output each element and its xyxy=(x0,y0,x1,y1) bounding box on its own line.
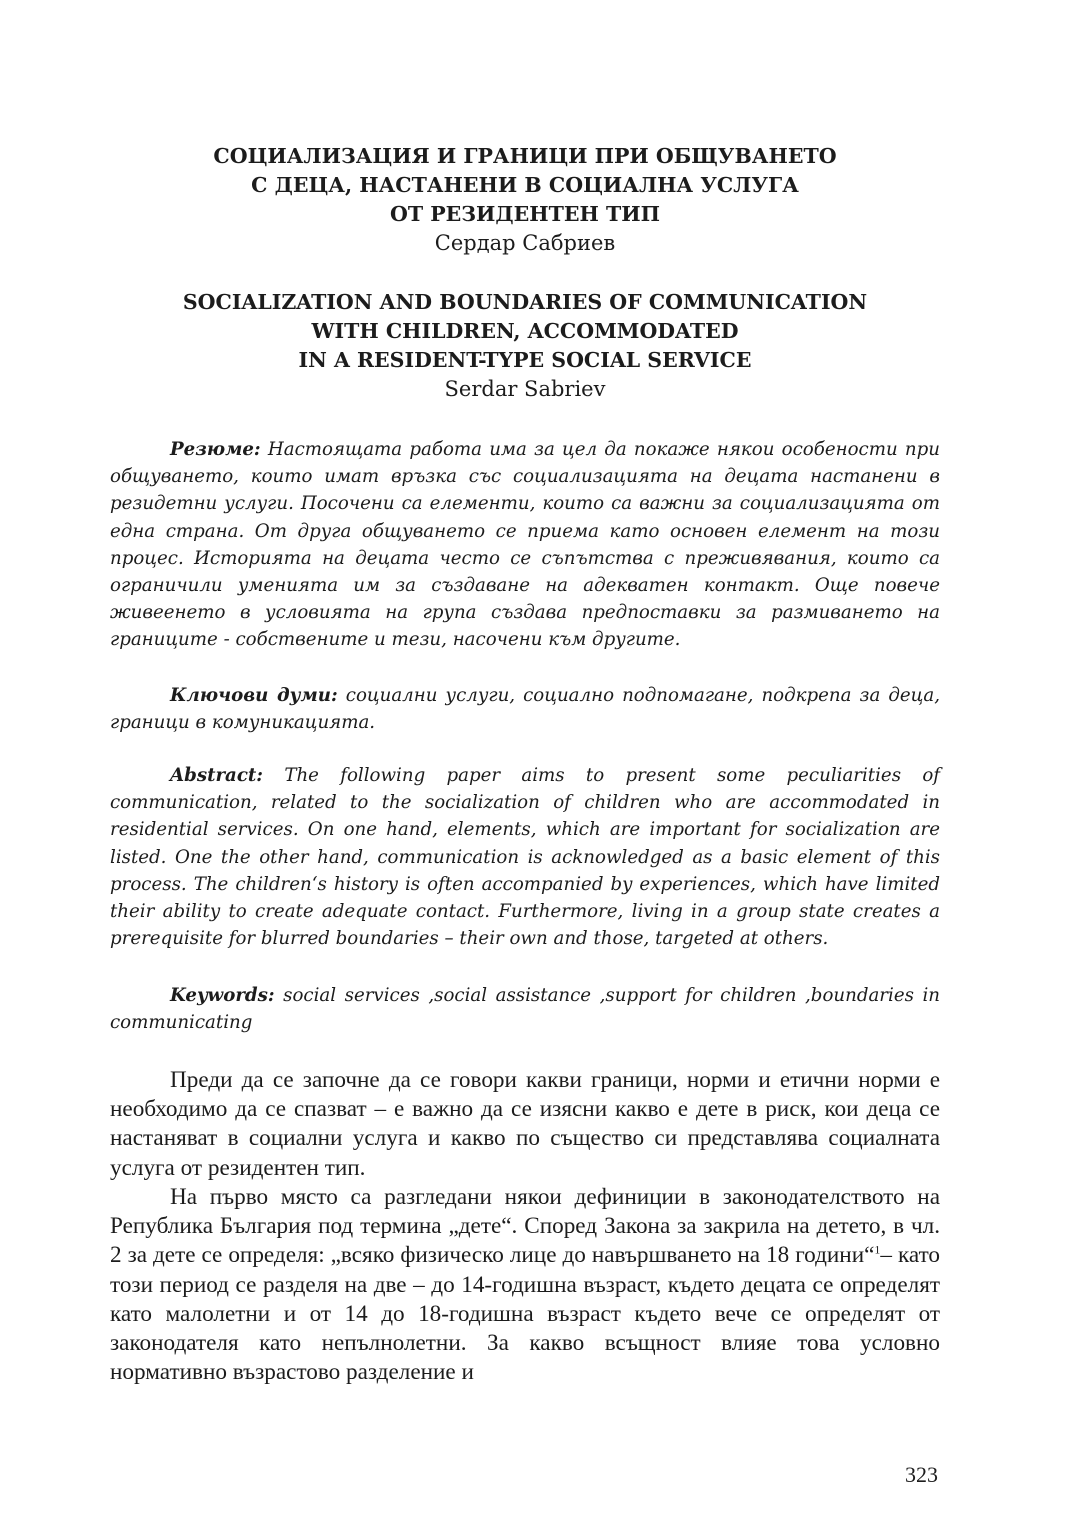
abstract-label: Abstract: xyxy=(170,765,264,786)
title-block-english xyxy=(110,288,940,404)
author-name: Сердар Сабриев xyxy=(434,231,616,255)
body-paragraph xyxy=(110,1066,940,1183)
title-line: СОЦИАЛИЗАЦИЯ И ГРАНИЦИ ПРИ ОБЩУВАНЕТО xyxy=(213,144,837,168)
keywords-text: social services ,social assistance ,support for children ,boundaries in communicating xyxy=(110,985,940,1034)
title-line: С ДЕЦА, НАСТАНЕНИ В СОЦИАЛНА УСЛУГА xyxy=(251,173,799,197)
keywords-label: Ключови думи: xyxy=(170,685,338,706)
title-line: ОТ РЕЗИДЕНТЕН ТИП xyxy=(389,202,661,226)
abstract-english xyxy=(110,762,940,952)
keywords-english xyxy=(110,982,940,1036)
keywords-bulgarian xyxy=(110,682,940,736)
footnote-marker[interactable]: 1 xyxy=(874,1242,881,1257)
title-line: IN A RESIDENT-TYPE SOCIAL SERVICE xyxy=(298,348,752,372)
abstract-bulgarian xyxy=(110,436,940,654)
keywords-label: Keywords: xyxy=(170,985,275,1006)
author-name: Serdar Sabriev xyxy=(444,377,606,401)
abstract-label: Резюме: xyxy=(170,439,261,460)
paragraph-text: Преди да се започне да се говори какви граници, норми и етични норми е необходимо да се спазват – е важно да се изясни какво е дете в риск, кои деца се настаняват в социални услуга и какво по същество си представлява социалната услуга от резидентен тип. xyxy=(110,1067,940,1181)
page-number: 323 xyxy=(905,1462,938,1487)
abstract-text: The following paper aims to present some peculiarities of communication, related to the socialization of children who are accommodated in residential services. On one hand, elements, which are important for socialization are listed. One the other hand, communication is acknowledged as a basic element of this process. The children‘s history is often accompanied by experiences, which have limited their ability to create adequate contact. Furthermore, living in a group state creates a prerequisite for blurred boundaries – their own and those, targeted at others. xyxy=(110,765,940,950)
title-block-bulgarian xyxy=(110,142,940,258)
paragraph-text: – като този период се разделя на две – до 14-годишна възраст, където децата се определят като малолетни и от 14 до 18-годишна възраст където вече се определят от законодателя като непълнолетни. За какво всъщност влияе това условно нормативно възрастово разделение и xyxy=(110,1242,940,1386)
paragraph-text: На първо място са разгледани някои дефиниции в законодателството на Република България под термина „дете“. Според Закона за закрила на детето, в чл. 2 за дете се определя: „всяко физическо лице до навършването на 18 години“ xyxy=(110,1184,940,1269)
title-line: SOCIALIZATION AND BOUNDARIES OF COMMUNICATION xyxy=(182,290,868,314)
title-line: WITH CHILDREN, ACCOMMODATED xyxy=(311,319,739,343)
body-paragraph xyxy=(110,1183,940,1387)
abstract-text: Настоящата работа има за цел да покаже някои особености при общуването, които имат връзка със социализацията на децата настанени в резидетни услуги. Посочени са елементи, които са важни за социализацията от една страна. От друга общуването се приема като основен елемент на този процес. Историята на децата често се съпътства с преживявания, които са ограничили уменията им за създаване на адекватен контакт. Още повече живеенето в условията на група създава предпоставки за размиването на границите - собствените и тези, насочени към другите. xyxy=(110,439,940,651)
keywords-text: социални услуги, социално подпомагане, подкрепа за деца, граници в комуникацията. xyxy=(110,685,940,734)
